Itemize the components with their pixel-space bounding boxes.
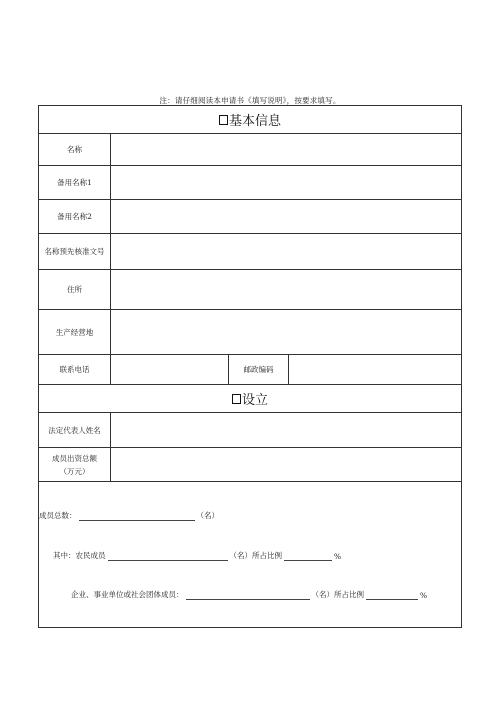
farmer-unit-ratio: （名）所占比例: [229, 551, 282, 560]
postcode-label: 邮政编码: [229, 355, 289, 384]
org-members-line: [71, 589, 427, 600]
row-name: [39, 134, 461, 166]
phone-label: 联系电话: [39, 355, 111, 384]
total-capital-label: 成员出资总额（万元）: [39, 448, 111, 481]
farmer-members-label: 其中：农民成员: [53, 551, 106, 560]
section-basic-info: [39, 106, 461, 134]
farmer-members-line: [53, 550, 341, 561]
members-total-unit: （名）: [196, 511, 219, 520]
org-members-label: 企业、事业单位或社会团体成员：: [71, 590, 184, 599]
business-place-label: 生产经营地: [39, 310, 111, 354]
farmer-percent: %: [334, 552, 342, 561]
total-capital-field[interactable]: [111, 448, 461, 481]
postcode-field[interactable]: [289, 355, 461, 384]
row-alt-name-2: [39, 200, 461, 234]
section-establish: [39, 385, 461, 413]
residence-field[interactable]: [111, 270, 461, 309]
preapproval-no-label: 名称预先核准文号: [39, 234, 111, 269]
name-field[interactable]: [111, 134, 461, 165]
alt-name-1-label: 备用名称1: [39, 166, 111, 199]
row-legal-rep: [39, 413, 461, 448]
org-count-blank[interactable]: [186, 591, 310, 600]
alt-name-1-field[interactable]: [111, 166, 461, 199]
checkbox-establish[interactable]: [232, 394, 241, 404]
row-total-capital: [39, 448, 461, 482]
business-place-field[interactable]: [111, 310, 461, 354]
checkbox-basic-info[interactable]: [219, 115, 228, 125]
row-residence: [39, 270, 461, 310]
row-preapproval-no: [39, 234, 461, 270]
members-total-label: 成员总数：: [39, 511, 77, 520]
residence-label: 住所: [39, 270, 111, 309]
row-business-place: [39, 310, 461, 355]
section-establish-title: 设立: [241, 393, 268, 408]
preapproval-no-field[interactable]: [111, 234, 461, 269]
fill-instruction-note: 注：请仔细阅读本申请书《填写说明》，按要求填写。: [159, 96, 341, 105]
name-label: 名称: [39, 134, 111, 165]
org-unit-ratio: （名）所占比例: [311, 590, 364, 599]
org-percent: %: [420, 591, 428, 600]
application-form-table: [38, 105, 462, 628]
alt-name-2-field[interactable]: [111, 200, 461, 233]
legal-rep-field[interactable]: [111, 413, 461, 447]
alt-name-2-label: 备用名称2: [39, 200, 111, 233]
farmer-ratio-blank[interactable]: [284, 552, 332, 561]
org-ratio-blank[interactable]: [366, 591, 418, 600]
row-alt-name-1: [39, 166, 461, 200]
members-total-line: [39, 510, 219, 521]
phone-field[interactable]: [111, 355, 229, 384]
legal-rep-label: 法定代表人姓名: [39, 413, 111, 447]
section-basic-info-title: 基本信息: [228, 114, 281, 129]
row-phone-postcode: [39, 355, 461, 385]
members-total-blank[interactable]: [79, 512, 195, 521]
farmer-count-blank[interactable]: [108, 552, 228, 561]
